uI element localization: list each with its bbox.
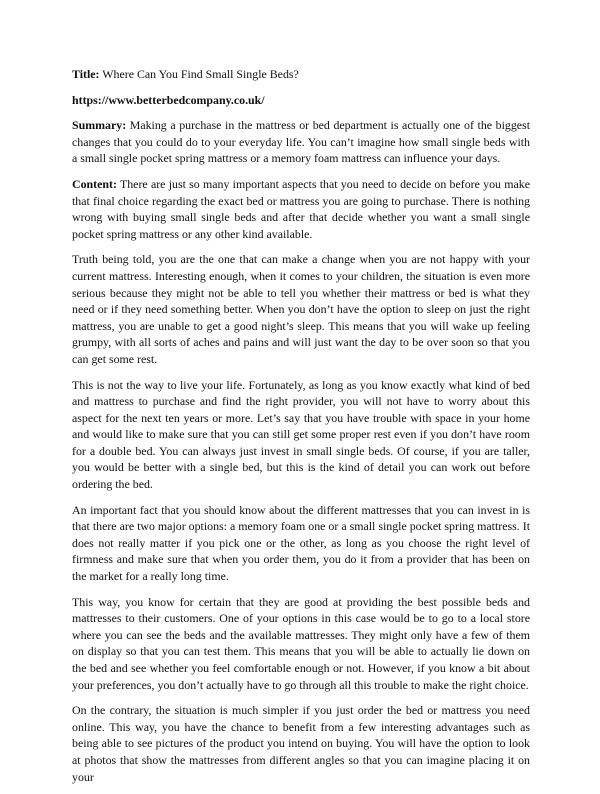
body-paragraph: This is not the way to live your life. Fortunately, as long as you know exactly what kind of bed and mattress to purchase and find the right provider, you will not have to worry about this aspect for the next ten years or more. Let’s say that you have trouble with space in your home and would like to make sure that you can still get some proper rest even if you don’t have room for a double bed. You can always just invest in small single beds. Of course, if you are taller, you would be better with a single bed, but this is the kind of detail you can work out before ordering the bed.	[72, 377, 530, 492]
website-link[interactable]: https://www.betterbedcompany.co.uk/	[72, 92, 265, 107]
document-page	[72, 66, 530, 794]
body-paragraph: This way, you know for certain that they are good at providing the best possible beds and mattresses to their customers. One of your options in this case would be to go to a local store where you can see the beds and the available mattresses. They might only have a few of them on display so that you can test them. This means that you will be able to actually lie down on the bed and see whether you feel comfortable enough or not. However, if you know a bit about your preferences, you don’t actually have to go through all this trouble to make the right choice.	[72, 594, 530, 692]
document-title: Where Can You Find Small Single Beds?	[99, 67, 299, 81]
title-label: Title:	[72, 67, 100, 81]
body-paragraph: On the contrary, the situation is much simpler if you just order the bed or mattress you need online. This way, you have the chance to benefit from a few interesting advantages such as being able to see pictures of the product you intend on buying. You will have the option to look at photos that show the mattresses from different angles so that you can imagine placing it on your	[72, 703, 530, 784]
body-paragraph: Truth being told, you are the one that can make a change when you are not happy with your current mattress. Interesting enough, when it comes to your children, the situation is even more serious because they might not be able to tell you whether their mattress or bed is what they need or if they need something better. When you don’t have the option to sleep on just the right mattress, you are unable to get a good night’s sleep. This means that you will wake up feeling grumpy, with all sorts of aches and pains and will just want the day to be over soon so that you can get some rest.	[72, 252, 530, 366]
summary-paragraph	[72, 117, 530, 167]
body-paragraph: An important fact that you should know about the different mattresses that you can invest in is that there are two major options: a memory foam one or a small single pocket spring mattress. It does not really matter if you pick one or the other, as long as you choose the right level of firmness and make sure that when you order them, you do it from a provider that has been on the market for a really long time.	[72, 502, 530, 584]
content-paragraph	[72, 176, 530, 242]
url-line	[72, 92, 530, 109]
content-text: There are just so many important aspects that you need to decide on before you make that final choice regarding the exact bed or mattress you are going to purchase. There is nothing wrong with buying small single beds and after that decide whether you want a small single pocket spring mattress or any other kind available.	[72, 176, 530, 241]
summary-label: Summary:	[72, 118, 127, 133]
content-label: Content:	[72, 176, 117, 191]
summary-text: Making a purchase in the mattress or bed department is actually one of the biggest changes that you could do to your everyday life. You can’t imagine how small single beds with a small single pocket spring mattress or a memory foam mattress can influence your days.	[72, 118, 530, 166]
title-line	[72, 66, 530, 83]
